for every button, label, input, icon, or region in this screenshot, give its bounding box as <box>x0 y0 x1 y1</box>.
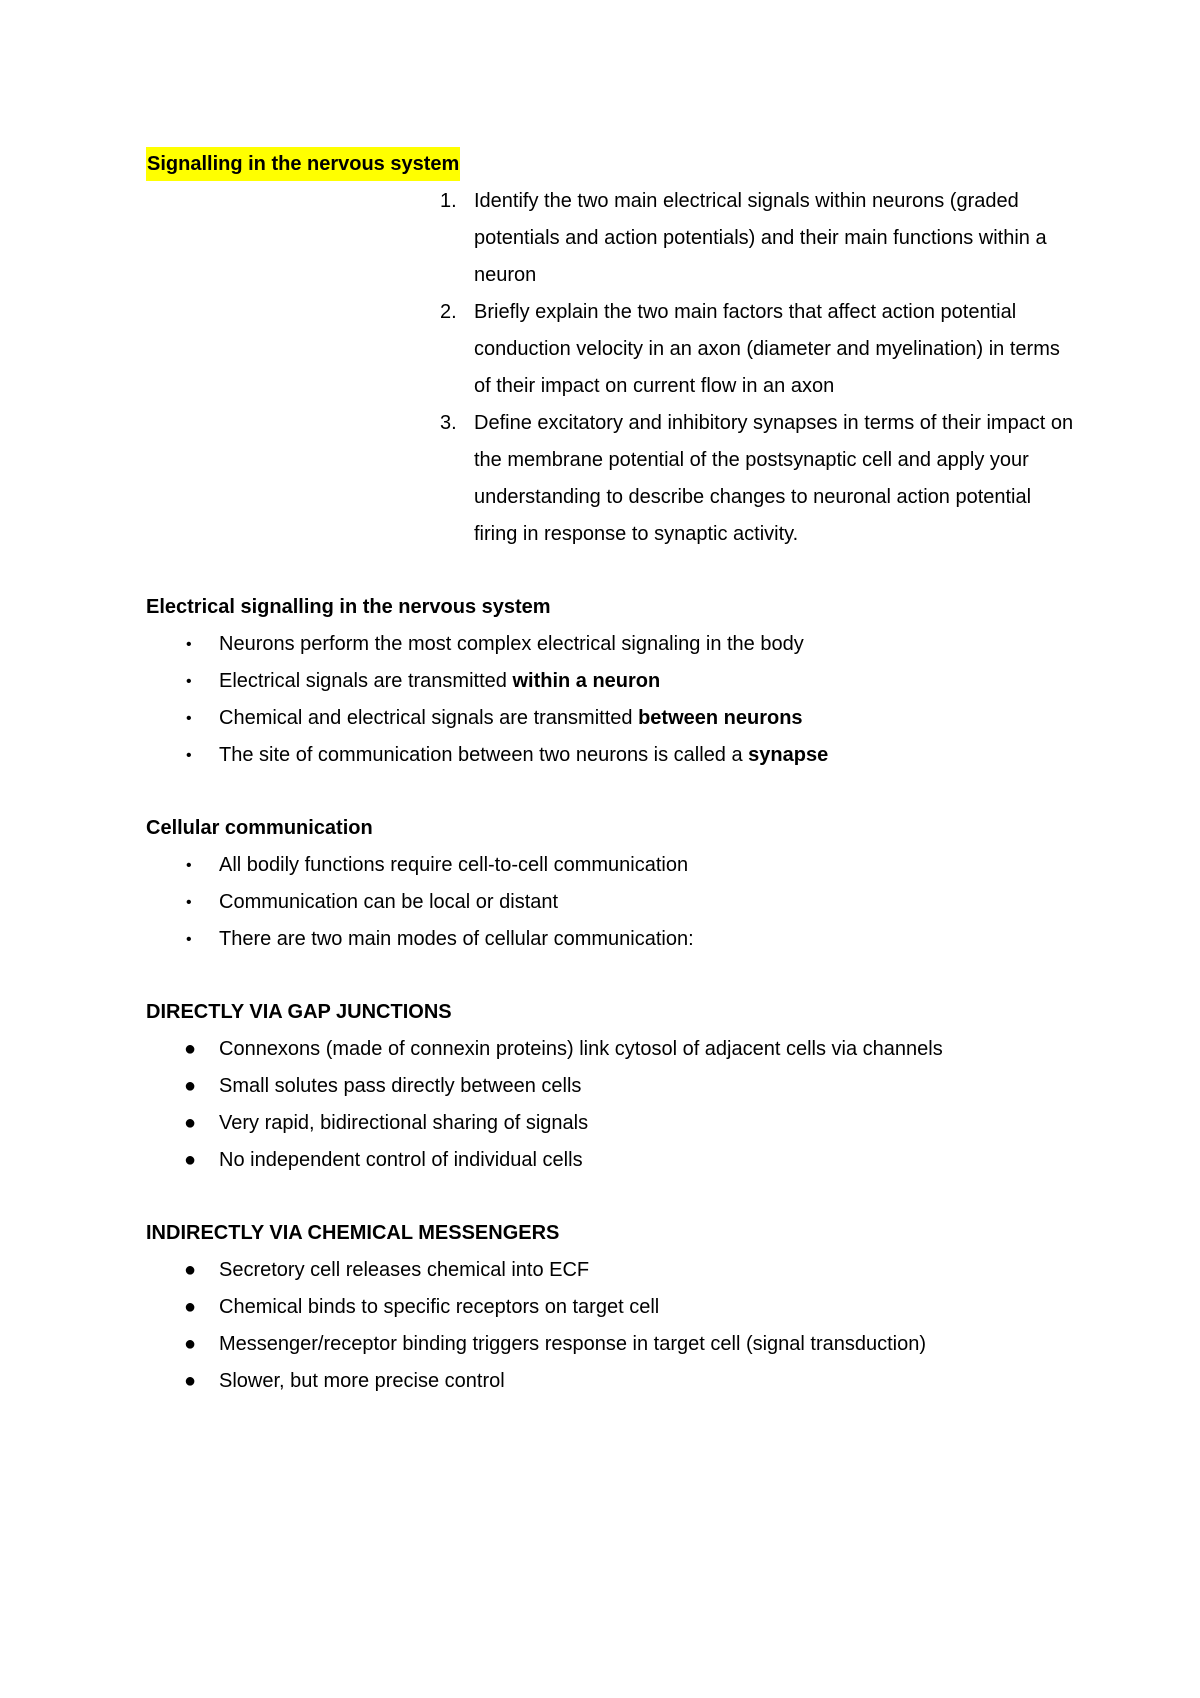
objective-item <box>440 183 1074 294</box>
bullet-icon: • <box>186 931 192 948</box>
section-heading: Electrical signalling in the nervous system <box>146 596 551 618</box>
bullet-icon: • <box>186 894 192 911</box>
list-item <box>146 663 1086 700</box>
objective-item <box>440 294 1074 405</box>
list-item <box>146 700 1086 737</box>
bullet-icon: ● <box>184 1333 197 1355</box>
bullet-text: Connexons (made of connexin proteins) link cytosol of adjacent cells via channels <box>219 1038 943 1060</box>
bullet-text: Small solutes pass directly between cells <box>219 1075 582 1097</box>
bullet-text: All bodily functions require cell-to-cell communication <box>219 854 689 876</box>
section-heading: INDIRECTLY VIA CHEMICAL MESSENGERS <box>146 1222 560 1244</box>
section-cellular-communication <box>146 810 1086 958</box>
section-heading: DIRECTLY VIA GAP JUNCTIONS <box>146 1001 452 1023</box>
bullet-icon: ● <box>184 1296 197 1318</box>
document-title-line <box>146 146 1086 183</box>
objective-number: 2. <box>440 301 457 323</box>
list-item <box>146 1031 1086 1068</box>
bullet-text: Neurons perform the most complex electrical signaling in the body <box>219 633 804 655</box>
list-item <box>146 737 1086 774</box>
list-item <box>146 626 1086 663</box>
bullet-icon: • <box>186 673 192 690</box>
bullet-icon: ● <box>184 1149 197 1171</box>
section-chemical-messengers <box>146 1215 1086 1400</box>
bullet-icon: • <box>186 636 192 653</box>
bullet-list <box>146 847 1086 958</box>
bullet-text: Messenger/receptor binding triggers response in target cell (signal transduction) <box>219 1333 927 1355</box>
list-item <box>146 1142 1086 1179</box>
bullet-text: Chemical binds to specific receptors on target cell <box>219 1296 660 1318</box>
list-item <box>146 1289 1086 1326</box>
list-item <box>146 847 1086 884</box>
learning-objectives-list <box>146 183 1086 553</box>
bullet-list <box>146 1031 1086 1179</box>
bullet-text: No independent control of individual cells <box>219 1149 583 1171</box>
bullet-list <box>146 626 1086 774</box>
document-body <box>146 146 1086 1400</box>
bullet-emphasis: between neurons <box>638 707 803 729</box>
objective-text: Briefly explain the two main factors that affect action potential conduction velocity in an axon (diameter and myelination) in terms of their impact on current flow in an axon <box>474 301 1060 397</box>
bullet-text: Chemical and electrical signals are transmitted <box>219 707 639 729</box>
bullet-text: Electrical signals are transmitted <box>219 670 513 692</box>
bullet-icon: ● <box>184 1259 197 1281</box>
bullet-text: There are two main modes of cellular communication: <box>219 928 694 950</box>
bullet-text: Secretory cell releases chemical into ECF <box>219 1259 590 1281</box>
section-gap-junctions <box>146 994 1086 1179</box>
objective-number: 3. <box>440 412 457 434</box>
bullet-icon: ● <box>184 1112 197 1134</box>
document-title: Signalling in the nervous system <box>146 147 460 181</box>
bullet-icon: • <box>186 710 192 727</box>
bullet-text: Slower, but more precise control <box>219 1370 505 1392</box>
section-electrical-signalling <box>146 589 1086 774</box>
bullet-list <box>146 1252 1086 1400</box>
list-item <box>146 1326 1086 1363</box>
objective-text: Define excitatory and inhibitory synapses in terms of their impact on the membrane potential of the postsynaptic cell and apply your understanding to describe changes to neuronal action potential firing in response to synaptic activity. <box>474 412 1074 545</box>
objective-text: Identify the two main electrical signals within neurons (graded potentials and action potentials) and their main functions within a neuron <box>474 190 1047 286</box>
objective-item <box>440 405 1074 553</box>
bullet-icon: • <box>186 857 192 874</box>
bullet-icon: ● <box>184 1038 197 1060</box>
objective-number: 1. <box>440 190 457 212</box>
list-item <box>146 884 1086 921</box>
bullet-text: Very rapid, bidirectional sharing of signals <box>219 1112 589 1134</box>
bullet-text: The site of communication between two neurons is called a <box>219 744 749 766</box>
list-item <box>146 1105 1086 1142</box>
bullet-icon: • <box>186 747 192 764</box>
list-item <box>146 1363 1086 1400</box>
bullet-emphasis: within a neuron <box>512 670 661 692</box>
bullet-text: Communication can be local or distant <box>219 891 559 913</box>
section-heading: Cellular communication <box>146 817 373 839</box>
list-item <box>146 1252 1086 1289</box>
bullet-icon: ● <box>184 1370 197 1392</box>
list-item <box>146 1068 1086 1105</box>
bullet-emphasis: synapse <box>748 744 829 766</box>
bullet-icon: ● <box>184 1075 197 1097</box>
list-item <box>146 921 1086 958</box>
